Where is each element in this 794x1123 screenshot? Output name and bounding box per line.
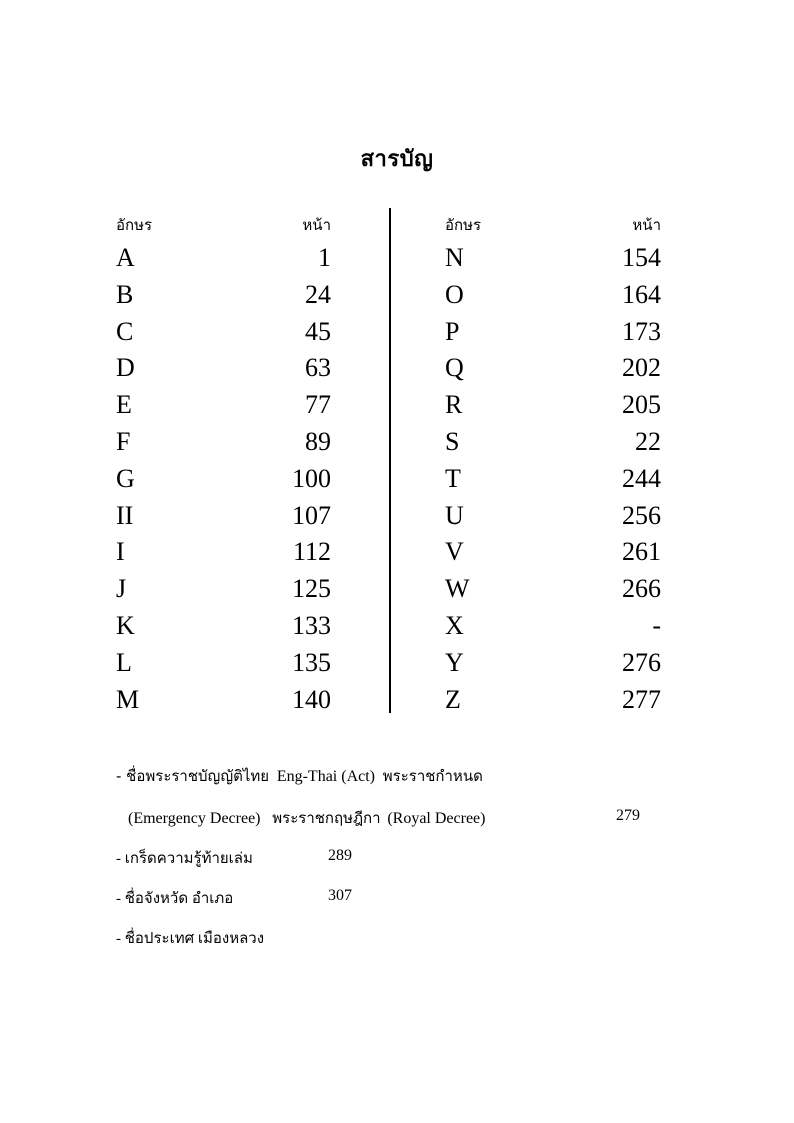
index-page: 24 <box>305 279 331 309</box>
index-page: 1 <box>318 243 331 272</box>
index-letter: C <box>116 316 134 346</box>
column-header <box>445 210 661 240</box>
index-row <box>116 645 331 682</box>
index-page: 266 <box>622 574 661 604</box>
appendix-item-trivia <box>116 846 253 870</box>
index-page: 205 <box>622 390 661 420</box>
index-page: 154 <box>622 243 661 272</box>
index-letter: F <box>116 426 131 456</box>
index-page: 256 <box>622 500 661 530</box>
index-page: 22 <box>635 426 661 456</box>
index-row <box>116 682 331 719</box>
header-letter: อักษร <box>445 216 482 234</box>
index-letter: P <box>445 316 460 346</box>
index-row <box>445 608 661 645</box>
index-page: 140 <box>292 684 331 714</box>
index-row <box>116 461 331 498</box>
appendix-item-page: 307 <box>328 887 352 904</box>
index-letter: W <box>445 574 470 604</box>
appendix-item-label: (Emergency Decree) <box>128 810 261 827</box>
index-row <box>445 461 661 498</box>
index-letter: K <box>116 610 135 640</box>
header-page: หน้า <box>302 216 331 234</box>
column-divider <box>389 208 391 713</box>
index-letter: X <box>445 610 464 640</box>
index-page: 173 <box>622 316 661 346</box>
index-page: 112 <box>292 537 331 567</box>
index-row <box>445 277 661 314</box>
index-row <box>116 571 331 608</box>
index-page: 135 <box>292 647 331 677</box>
header-page: หน้า <box>632 216 661 234</box>
index-letter: A <box>116 243 135 272</box>
index-letter: Y <box>445 647 464 677</box>
index-row <box>445 314 661 351</box>
index-page: 63 <box>305 353 331 383</box>
page-title: สารบัญ <box>360 147 434 172</box>
index-letter: V <box>445 537 464 567</box>
appendix-item-acts <box>116 764 483 788</box>
index-row <box>116 350 331 387</box>
index-row <box>445 571 661 608</box>
index-page: 100 <box>292 463 331 493</box>
index-letter: S <box>445 426 460 456</box>
appendix-item-label: - ชื่อประเทศ เมืองหลวง <box>116 931 265 947</box>
index-letter: N <box>445 243 464 272</box>
appendix-item-label: - ชื่อจังหวัด อำเภอ <box>116 891 234 907</box>
index-row <box>445 387 661 424</box>
index-page: 164 <box>622 279 661 309</box>
index-row <box>116 277 331 314</box>
index-letter: M <box>116 684 140 714</box>
index-letter: O <box>445 279 464 309</box>
index-letter: J <box>116 574 127 604</box>
index-column-right <box>445 210 661 718</box>
index-row <box>116 424 331 461</box>
index-row <box>116 387 331 424</box>
appendix-item-provinces <box>116 886 233 910</box>
index-row <box>116 498 331 535</box>
index-row <box>116 314 331 351</box>
appendix-item-label: - ชื่อพระราชบัญญัติไทย <box>116 767 270 785</box>
index-letter: E <box>116 390 132 420</box>
index-row <box>116 608 331 645</box>
index-letter: T <box>445 463 461 493</box>
index-page: 261 <box>622 537 661 567</box>
index-row <box>445 240 661 277</box>
column-header <box>116 210 331 240</box>
header-letter: อักษร <box>116 216 153 234</box>
index-page: 202 <box>622 353 661 383</box>
appendix-item-label: (Royal Decree) <box>387 810 486 827</box>
index-letter: Z <box>445 684 461 714</box>
appendix-item-label: Eng-Thai (Act) <box>276 768 376 785</box>
index-page: 125 <box>292 574 331 604</box>
index-letter: G <box>116 463 135 493</box>
index-page: 77 <box>305 390 331 420</box>
index-row <box>445 534 661 571</box>
appendix-item-countries <box>116 926 264 950</box>
index-page: 133 <box>292 610 331 640</box>
index-letter: D <box>116 353 135 383</box>
appendix-item-page: 279 <box>616 807 640 824</box>
index-letter: I <box>116 537 125 567</box>
appendix-item-label: พระราชกำหนด <box>382 767 483 785</box>
index-page: 244 <box>622 463 661 493</box>
index-row <box>445 682 661 719</box>
index-row <box>445 498 661 535</box>
index-page: 45 <box>305 316 331 346</box>
index-page: 276 <box>622 647 661 677</box>
index-page: 89 <box>305 426 331 456</box>
index-letter: U <box>445 500 464 530</box>
index-row <box>445 424 661 461</box>
index-letter: II <box>116 500 134 530</box>
index-column-left <box>116 210 331 718</box>
index-letter: L <box>116 647 132 677</box>
index-page: - <box>652 610 661 640</box>
appendix-item-acts-cont <box>128 806 485 830</box>
index-letter: Q <box>445 353 464 383</box>
index-letter: B <box>116 279 134 309</box>
appendix-item-label: พระราชกฤษฎีกา <box>272 809 381 827</box>
index-page: 107 <box>292 500 331 530</box>
appendix-item-label: - เกร็ดความรู้ท้ายเล่ม <box>116 851 253 867</box>
appendix-item-page: 289 <box>328 847 352 864</box>
index-letter: R <box>445 390 463 420</box>
index-row <box>116 534 331 571</box>
index-row <box>445 350 661 387</box>
index-row <box>445 645 661 682</box>
index-row <box>116 240 331 277</box>
index-page: 277 <box>622 684 661 714</box>
